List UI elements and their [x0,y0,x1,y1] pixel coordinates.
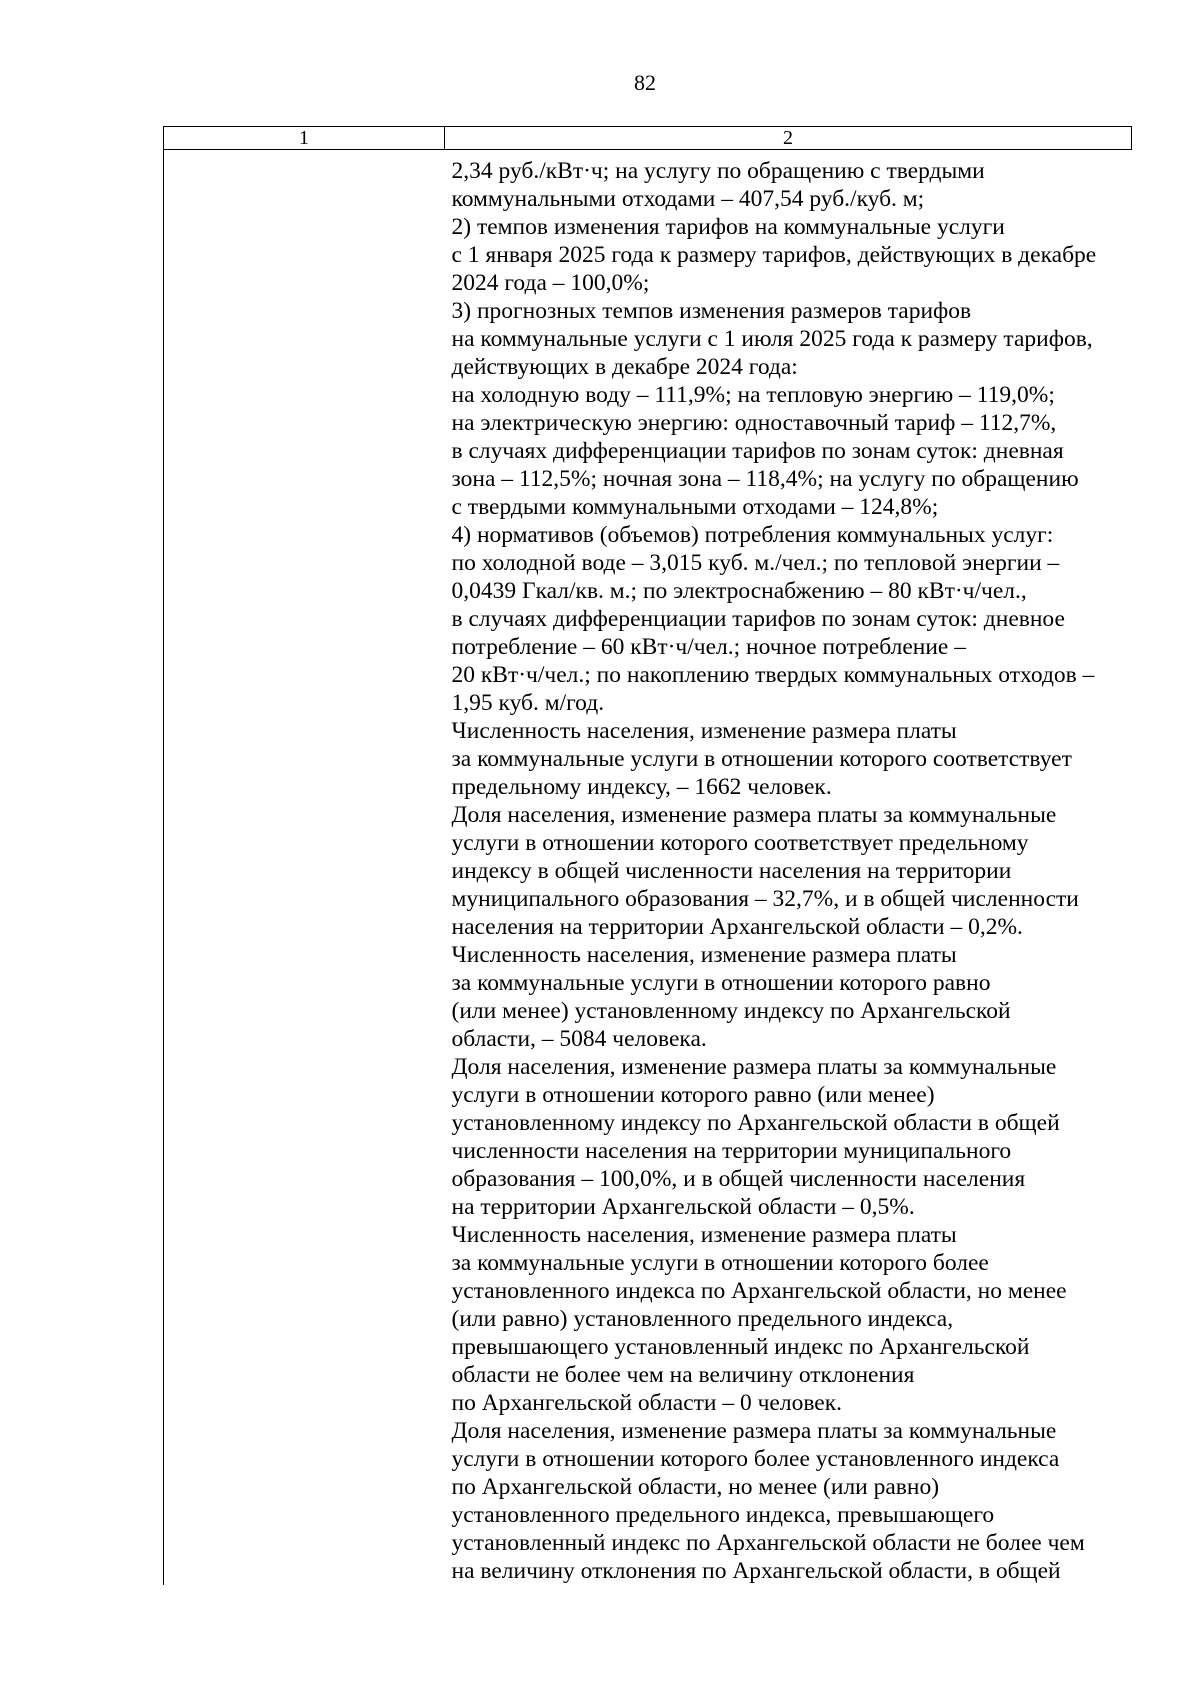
text-line: Численность населения, изменение размера платы [451,1222,957,1248]
text-line: на величину отклонения по Архангельской области, в общей [451,1558,1061,1584]
text-line: действующих в декабре 2024 года: [451,354,798,380]
text-line: 20 кВт·ч/чел.; по накоплению твердых коммунальных отходов – [451,662,1095,688]
column-1-header: 1 [164,127,445,150]
text-line: 2,34 руб./кВт·ч; на услугу по обращению с твердыми [451,158,985,184]
text-line: установленного предельного индекса, превышающего [451,1502,995,1528]
text-line: Доля населения, изменение размера платы за коммунальные [451,802,1057,828]
text-line: муниципального образования – 32,7%, и в общей численности [451,886,1079,912]
table-header-row [164,127,1132,150]
text-line: услуги в отношении которого соответствует предельному [451,830,1029,856]
text-line: 1,95 куб. м/год. [451,690,605,716]
text-line: образования – 100,0%, и в общей численности населения [451,1166,1026,1192]
text-line: установленному индексу по Архангельской области в общей [451,1110,1060,1136]
text-line: 3) прогнозных темпов изменения размеров тарифов [451,298,972,324]
text-line: на холодную воду – 111,9%; на тепловую энергию – 119,0%; [451,382,1055,408]
text-line: численности населения на территории муниципального [451,1138,1012,1164]
text-line: с 1 января 2025 года к размеру тарифов, действующих в декабре [451,242,1097,268]
text-line: за коммунальные услуги в отношении которого более [451,1250,989,1276]
text-line: предельному индексу, – 1662 человек. [451,774,832,800]
column-2-cell [445,150,1132,1586]
text-line: населения на территории Архангельской области – 0,2%. [451,914,1023,940]
text-line: 4) нормативов (объемов) потребления коммунальных услуг: [451,522,1054,548]
text-line: на территории Архангельской области – 0,5%. [451,1194,915,1220]
text-line: установленного индекса по Архангельской области, но менее [451,1278,1067,1304]
table-row [164,150,1132,1586]
document-table [163,126,1132,1585]
text-line: с твердыми коммунальными отходами – 124,8%; [451,494,939,520]
text-line: коммунальными отходами – 407,54 руб./куб. м; [451,186,925,212]
text-line: в случаях дифференциации тарифов по зонам суток: дневная [451,438,1064,464]
text-line: потребление – 60 кВт·ч/чел.; ночное потребление – [451,634,966,660]
page-number: 82 [634,70,656,95]
text-line: за коммунальные услуги в отношении которого равно [451,970,991,996]
text-line: установленный индекс по Архангельской области не более чем [451,1530,1085,1556]
text-line: по Архангельской области, но менее (или равно) [451,1474,940,1500]
text-line: Доля населения, изменение размера платы за коммунальные [451,1418,1057,1444]
text-line: Численность населения, изменение размера платы [451,718,957,744]
text-line: зона – 112,5%; ночная зона – 118,4%; на услугу по обращению [451,466,1079,492]
text-line: 2024 года – 100,0%; [451,270,650,296]
text-line: индексу в общей численности населения на территории [451,858,1012,884]
cell-text-block [445,150,1132,1585]
text-line: услуги в отношении которого равно (или менее) [451,1082,935,1108]
text-line: 2) темпов изменения тарифов на коммунальные услуги [451,214,1005,240]
text-line: области, – 5084 человека. [451,1026,707,1052]
text-line: по Архангельской области – 0 человек. [451,1390,843,1416]
text-line: Численность населения, изменение размера платы [451,942,957,968]
text-line: Доля населения, изменение размера платы за коммунальные [451,1054,1057,1080]
text-line: (или равно) установленного предельного индекса, [451,1306,954,1332]
column-1-cell [164,150,445,1586]
text-line: области не более чем на величину отклонения [451,1362,915,1388]
text-line: по холодной воде – 3,015 куб. м./чел.; по тепловой энергии – [451,550,1060,576]
column-2-header: 2 [445,127,1132,150]
text-line: 0,0439 Гкал/кв. м.; по электроснабжению – 80 кВт·ч/чел., [451,578,1027,604]
text-line: в случаях дифференциации тарифов по зонам суток: дневное [451,606,1065,632]
text-line: за коммунальные услуги в отношении которого соответствует [451,746,1072,772]
text-line: (или менее) установленному индексу по Архангельской [451,998,1011,1024]
text-line: превышающего установленный индекс по Архангельской [451,1334,1030,1360]
text-line: услуги в отношении которого более установленного индекса [451,1446,1060,1472]
text-line: на электрическую энергию: одноставочный тариф – 112,7%, [451,410,1057,436]
text-line: на коммунальные услуги с 1 июля 2025 года к размеру тарифов, [451,326,1093,352]
